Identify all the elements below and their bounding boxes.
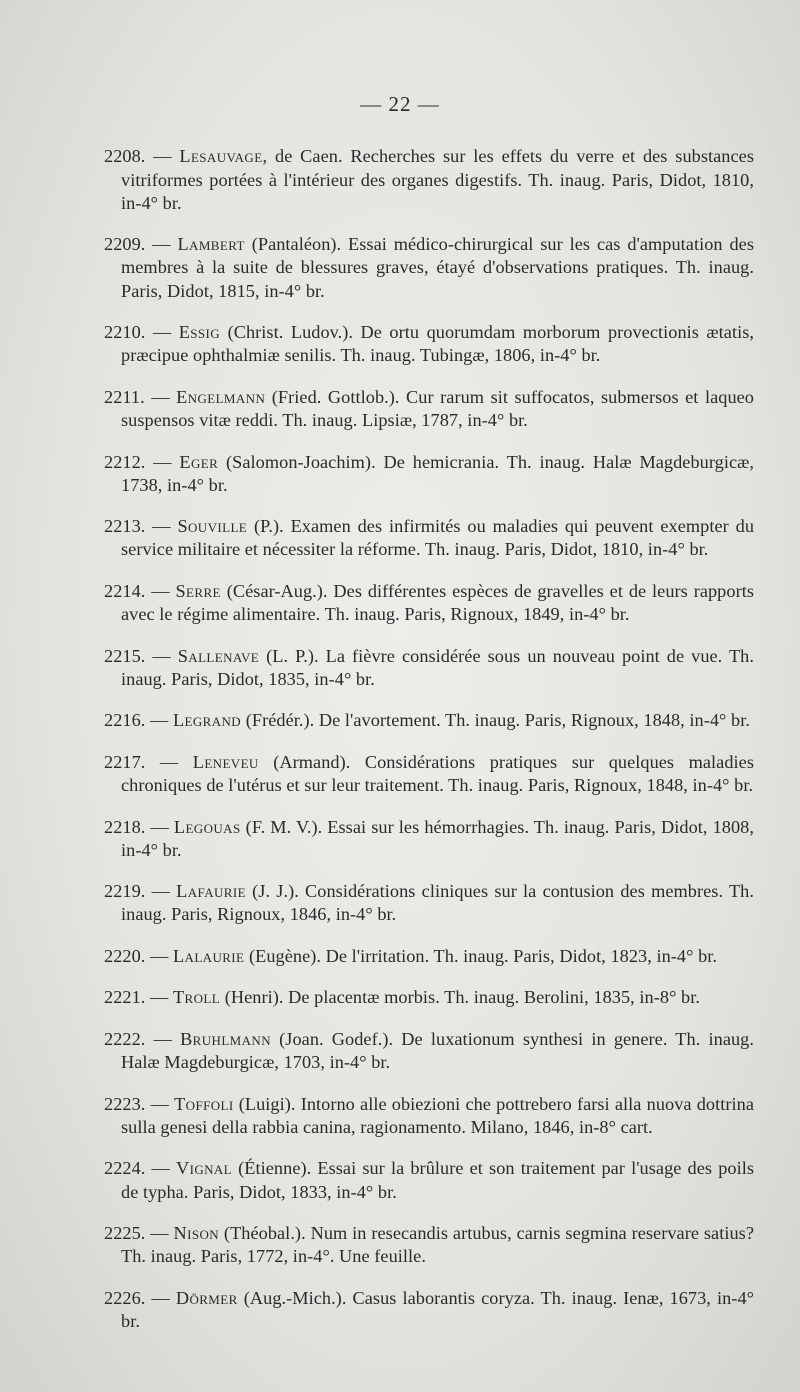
- entry-number: 2208.: [104, 146, 146, 167]
- entry-text: (Salomon-Joachim). De hemicrania. Th. inaug. Halæ Magdeburgicæ, 1738, in-4° br.: [121, 451, 754, 495]
- entry-text: (Christ. Ludov.). De ortu quorumdam morborum provectionis ætatis, præcipue ophthalmiæ senilis. Th. inaug. Tubingæ, 1806, in-4° br.: [121, 322, 755, 366]
- entry-dash: —: [145, 1028, 181, 1049]
- entry-text: (Eugène). De l'irritation. Th. inaug. Paris, Didot, 1823, in-4° br.: [244, 945, 718, 966]
- catalog-entry: [104, 321, 754, 367]
- entry-author: Vignal: [175, 1158, 233, 1179]
- entry-dash: —: [145, 987, 173, 1008]
- entry-author: Eger: [179, 451, 219, 472]
- entry-dash: —: [145, 1287, 176, 1308]
- entry-author: Dörmer: [175, 1287, 238, 1308]
- entry-author: Nison: [173, 1223, 220, 1244]
- entry-number: 2219.: [104, 881, 146, 902]
- entry-dash: —: [145, 816, 174, 837]
- entry-number: 2217.: [104, 751, 146, 772]
- entry-number: 2220.: [104, 945, 146, 966]
- entry-text: (César-Aug.). Des différentes espèces de gravelles et de leurs rapports avec le régime alimentaire. Th. inaug. Paris, Rignoux, 1849, in-4° br.: [121, 580, 754, 625]
- entry-author: Lalaurie: [172, 945, 245, 966]
- entry-text: (Étienne). Essai sur la brûlure et son traitement par l'usage des poils de typha. Paris, Didot, 1833, in-4° br.: [121, 1158, 754, 1202]
- entry-author: Legrand: [172, 710, 242, 731]
- entry-number: 2214.: [104, 580, 146, 601]
- entry-number: 2224.: [104, 1158, 146, 1179]
- page-number: — 22 —: [360, 92, 440, 116]
- catalog-entry: [104, 986, 754, 1009]
- entry-author: Lafaurie: [176, 881, 246, 902]
- entry-author: Engelmann: [176, 386, 266, 407]
- entry-dash: —: [145, 945, 173, 966]
- entry-number: 2225.: [104, 1223, 146, 1244]
- entry-dash: —: [145, 451, 180, 472]
- entry-dash: —: [145, 516, 178, 537]
- entry-author: Lambert: [177, 234, 245, 255]
- entry-dash: —: [144, 386, 177, 407]
- entry-number: 2221.: [104, 987, 146, 1008]
- entry-number: 2215.: [104, 645, 146, 666]
- entry-author: Troll: [172, 987, 221, 1008]
- entry-author: Essig: [178, 322, 221, 343]
- catalog-entry: [104, 451, 754, 497]
- entry-dash: —: [145, 234, 178, 255]
- catalog-entry: [104, 580, 754, 626]
- entry-text: (Fried. Gottlob.). Cur rarum sit suffocatos, submersos et laqueo suspensos vitæ reddi. Th. inaug. Lipsiæ, 1787, in-4° br.: [121, 386, 754, 431]
- entry-author: Bruhlmann: [180, 1028, 271, 1049]
- entry-dash: —: [145, 881, 177, 902]
- entry-text: (Théobal.). Num in resecandis artubus, carnis segmina reservare satius? Th. inaug. Paris, 1772, in-4°. Une feuille.: [121, 1223, 754, 1267]
- entry-dash: —: [145, 1223, 174, 1244]
- entry-dash: —: [145, 322, 179, 343]
- entry-number: 2226.: [104, 1287, 146, 1308]
- entry-author: Souville: [177, 516, 248, 537]
- entry-dash: —: [145, 751, 193, 772]
- catalog-entry: [104, 1028, 754, 1074]
- catalog-entry: [104, 816, 754, 862]
- catalog-entry: [104, 1093, 754, 1139]
- catalog-entry: [104, 1157, 754, 1203]
- entry-number: 2218.: [104, 816, 146, 837]
- catalog-entry: [104, 945, 754, 968]
- entry-text: (L. P.). La fièvre considérée sous un nouveau point de vue. Th. inaug. Paris, Didot, 1835, in-4° br.: [121, 645, 754, 689]
- entry-author: Sallenave: [177, 645, 260, 666]
- catalog-entry: [104, 1287, 754, 1333]
- entry-author: Leneveu: [192, 751, 259, 772]
- entry-number: 2211.: [104, 386, 145, 407]
- entry-text: (Joan. Godef.). De luxationum synthesi in genere. Th. inaug. Halæ Magdeburgicæ, 1703, in-4° br.: [121, 1028, 754, 1073]
- entry-author: Lesauvage: [179, 146, 263, 167]
- catalog-entry: [104, 386, 754, 432]
- entry-text: (Frédér.). De l'avortement. Th. inaug. Paris, Rignoux, 1848, in-4° br.: [241, 710, 750, 731]
- entry-number: 2212.: [104, 451, 146, 472]
- entry-dash: —: [145, 710, 173, 731]
- catalog-entry: [104, 751, 754, 797]
- entry-author: Legouas: [173, 816, 241, 837]
- entry-text: (Aug.-Mich.). Casus laborantis coryza. Th. inaug. Ienæ, 1673, in-4° br.: [121, 1287, 754, 1331]
- entry-text: (P.). Examen des infirmités ou maladies qui peuvent exempter du service militaire et nécessiter la réforme. Th. inaug. Paris, Didot, 1810, in-4° br.: [121, 516, 755, 560]
- entry-text: , de Caen. Recherches sur les effets du verre et des substances vitriformes portées à l'intérieur des organes digestifs. Th. inaug. Paris, Didot, 1810, in-4° br.: [121, 146, 754, 213]
- catalog-entry: [104, 709, 754, 732]
- entry-list: [104, 127, 754, 1342]
- entry-text: (Henri). De placentæ morbis. Th. inaug. Berolini, 1835, in-8° br.: [220, 987, 700, 1008]
- entry-number: 2222.: [104, 1028, 146, 1049]
- entry-dash: —: [145, 1158, 176, 1179]
- catalog-entry: [104, 145, 754, 215]
- entry-dash: —: [145, 1093, 175, 1114]
- entry-text: (F. M. V.). Essai sur les hémorrhagies. Th. inaug. Paris, Didot, 1808, in-4° br.: [121, 816, 754, 860]
- entry-dash: —: [145, 146, 180, 167]
- catalog-entry: [104, 880, 754, 926]
- entry-text: (Armand). Considérations pratiques sur quelques maladies chroniques de l'utérus et sur leur traitement. Th. inaug. Paris, Rignoux, 1848, in-4° br.: [121, 751, 754, 796]
- catalog-entry: [104, 233, 754, 303]
- catalog-entry: [104, 1222, 754, 1268]
- entry-author: Serre: [175, 580, 221, 601]
- entry-number: 2210.: [104, 322, 146, 343]
- entry-dash: —: [145, 580, 176, 601]
- entry-number: 2213.: [104, 516, 146, 537]
- entry-dash: —: [145, 645, 178, 666]
- entry-text: (Pantaléon). Essai médico-chirurgical sur les cas d'amputation des membres à la suite de blessures graves, étayé d'observations pratiques. Th. inaug. Paris, Didot, 1815, in-4° br.: [121, 234, 755, 301]
- entry-author: Toffoli: [174, 1093, 234, 1114]
- catalog-entry: [104, 645, 754, 691]
- catalog-entry: [104, 515, 754, 561]
- entry-number: 2209.: [104, 234, 146, 255]
- entry-number: 2216.: [104, 710, 146, 731]
- entry-number: 2223.: [104, 1093, 146, 1114]
- entry-text: (J. J.). Considérations cliniques sur la contusion des membres. Th. inaug. Paris, Rignoux, 1846, in-4° br.: [121, 881, 754, 925]
- entry-text: (Luigi). Intorno alle obiezioni che pottrebero farsi alla nuova dottrina sulla genesi della rabbia canina, ragionamento. Milano, 1846, in-8° cart.: [121, 1093, 755, 1137]
